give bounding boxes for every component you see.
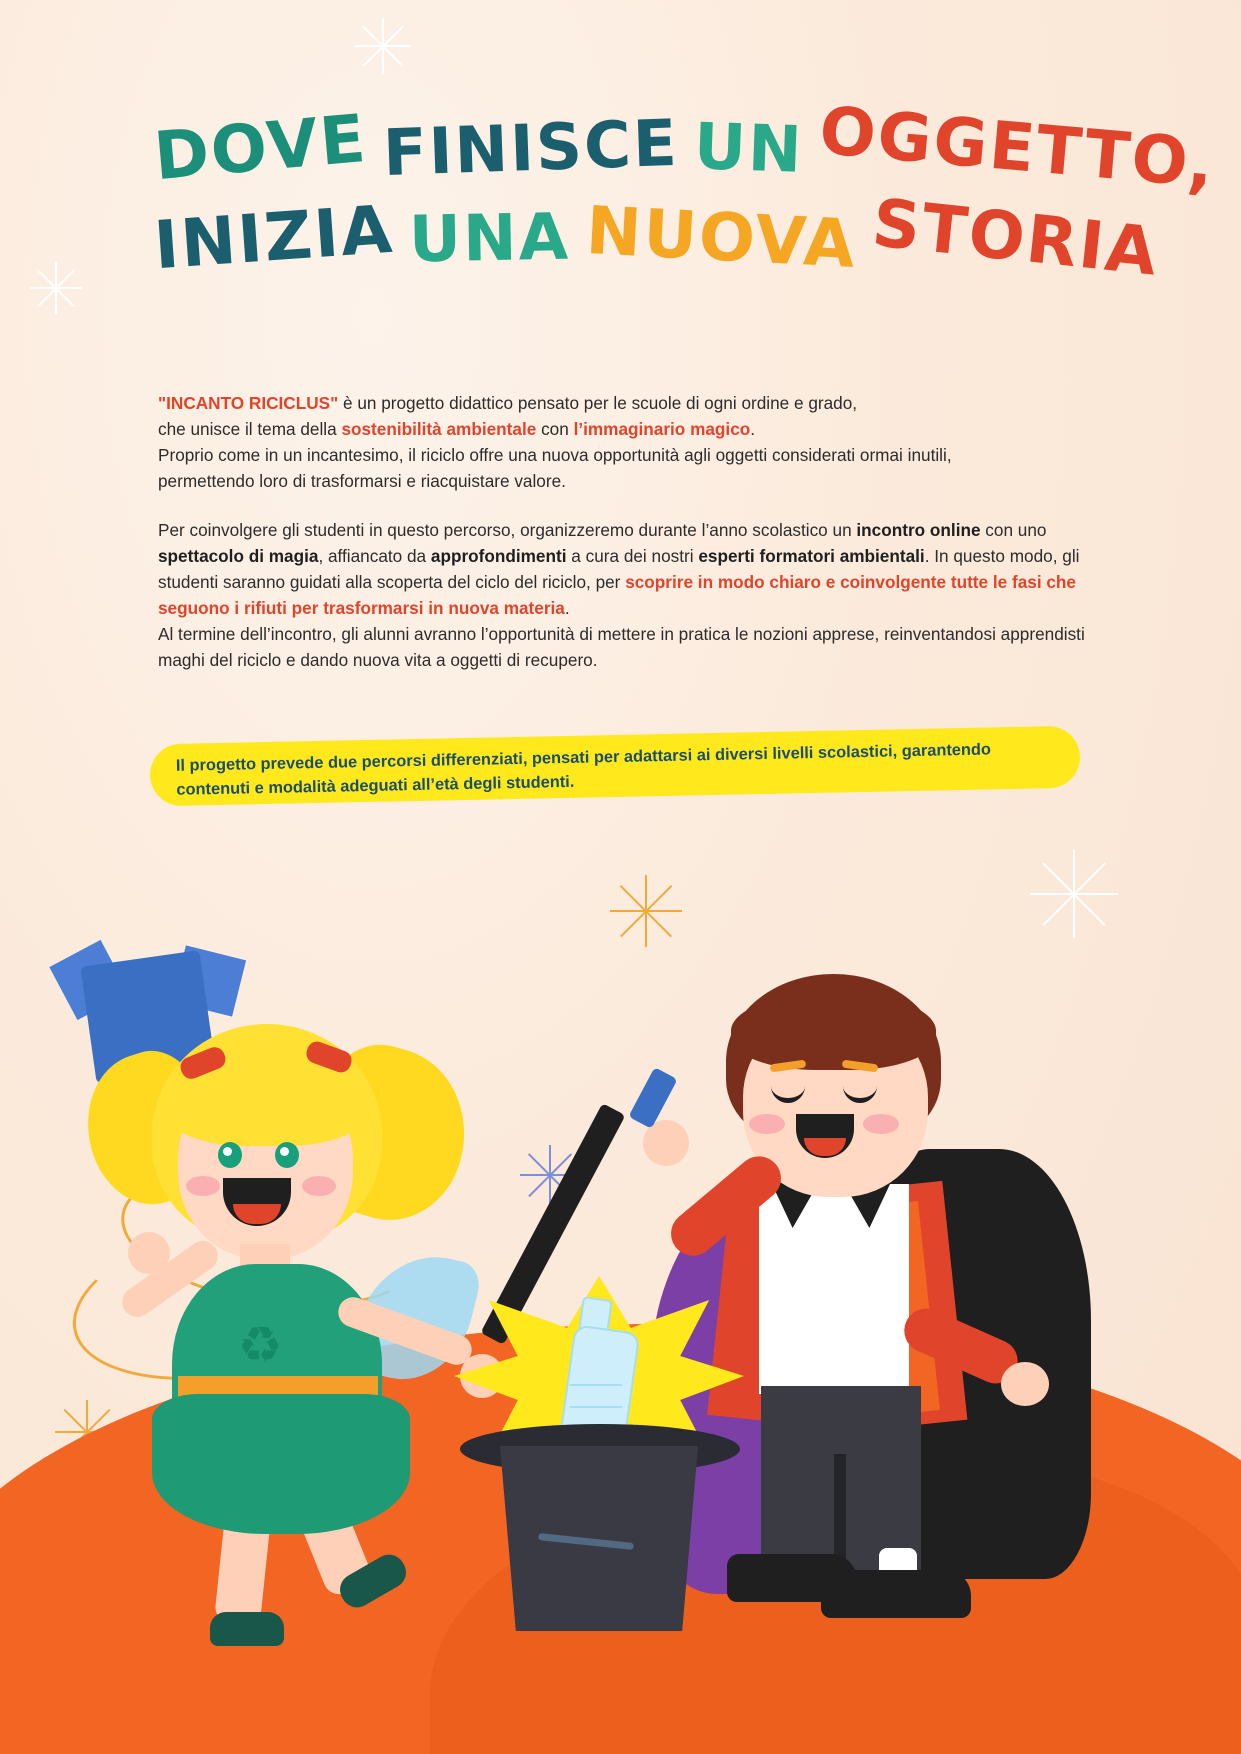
callout-text: Il progetto prevede due percorsi differenziati, pensati per adattarsi ai diversi livelli scolastici, garantendo contenuti e modalità adeguati all’età degli studenti. — [175, 740, 992, 799]
intro-text: è un progetto didattico pensato per le scuole di ogni ordine e grado, — [338, 393, 858, 413]
boy-fringe — [731, 992, 936, 1070]
boy-shoe-right — [821, 1570, 971, 1618]
title-word: STORIA — [869, 184, 1163, 291]
bold-approfondimenti: approfondimenti — [430, 545, 567, 566]
details-s2: con uno — [980, 519, 1047, 540]
intro-line4: permettendo loro di trasformarsi e riacquistare valore. — [158, 471, 566, 492]
details-s5: . In questo modo, gli studenti saranno guidati alla scoperta del ciclo del riciclo, per — [158, 545, 1080, 592]
boy-cheek-left — [749, 1114, 785, 1134]
title-word: UNA — [408, 200, 572, 278]
boy-cheek-right — [863, 1114, 899, 1134]
paragraph-intro — [158, 390, 1098, 495]
girl-eye-left — [218, 1142, 242, 1168]
intro-line2-pre: che unisce il tema della — [158, 419, 342, 440]
girl-cheek-right — [302, 1176, 336, 1196]
girl-cheek-left — [186, 1176, 220, 1196]
bold-incontro-online: incontro online — [856, 519, 981, 540]
details-s6: . — [564, 597, 570, 618]
title-word: INIZIA — [151, 190, 397, 285]
recycle-icon: ♻ — [237, 1317, 283, 1373]
title-word: DOVE — [151, 99, 371, 196]
highlight-scoprire: scoprire in modo chiaro e coinvolgente tutte le fasi che seguono i rifiuti per trasformarsi in nuova materia — [158, 571, 1076, 618]
title-word: FINISCE — [381, 106, 680, 192]
details-s4: a cura dei nostri — [566, 545, 699, 566]
poster-title — [0, 91, 1241, 320]
girl-shoe-left — [210, 1612, 284, 1646]
girl-hand-left — [128, 1232, 170, 1274]
girl-eye-right — [275, 1142, 299, 1168]
sparkle-icon — [1030, 850, 1118, 938]
details-s7: Al termine dell’incontro, gli alunni avranno l’opportunità di mettere in pratica le nozioni apprese, reinventandosi apprendisti maghi del riciclo e dando nuova vita a oggetti di recupero. — [158, 624, 1085, 671]
title-word: NUOVA — [584, 191, 859, 284]
title-line-2 — [150, 184, 1164, 291]
girl-skirt — [152, 1394, 410, 1534]
bold-esperti-formatori: esperti formatori ambientali — [698, 545, 925, 566]
paragraph-details — [158, 517, 1098, 674]
magic-hat-illustration — [460, 1306, 740, 1606]
highlight-immaginario: l’immaginario magico — [573, 419, 751, 440]
intro-line3: Proprio come in un incantesimo, il riciclo offre una nuova opportunità agli oggetti considerati ormai inutili, — [158, 445, 952, 466]
bold-spettacolo-magia: spettacolo di magia — [158, 545, 319, 566]
details-s3: , affiancato da — [318, 545, 431, 566]
highlight-callout — [149, 726, 1080, 807]
title-word: UN — [692, 110, 805, 188]
body-copy — [158, 390, 1098, 673]
boy-shirt — [759, 1184, 909, 1394]
title-line-1 — [150, 91, 1220, 204]
intro-line2-post: . — [750, 419, 756, 440]
highlight-sostenibilita: sostenibilità ambientale — [341, 419, 537, 440]
title-word: OGGETTO, — [816, 91, 1219, 204]
details-s1: Per coinvolgere gli studenti in questo percorso, organizzeremo durante l’anno scolastico un — [158, 519, 857, 540]
boy-hand-side — [1001, 1362, 1049, 1406]
sparkle-icon — [355, 18, 411, 74]
intro-line2-mid: con — [536, 419, 574, 440]
project-name: "INCANTO RICICLUS" — [158, 393, 339, 413]
